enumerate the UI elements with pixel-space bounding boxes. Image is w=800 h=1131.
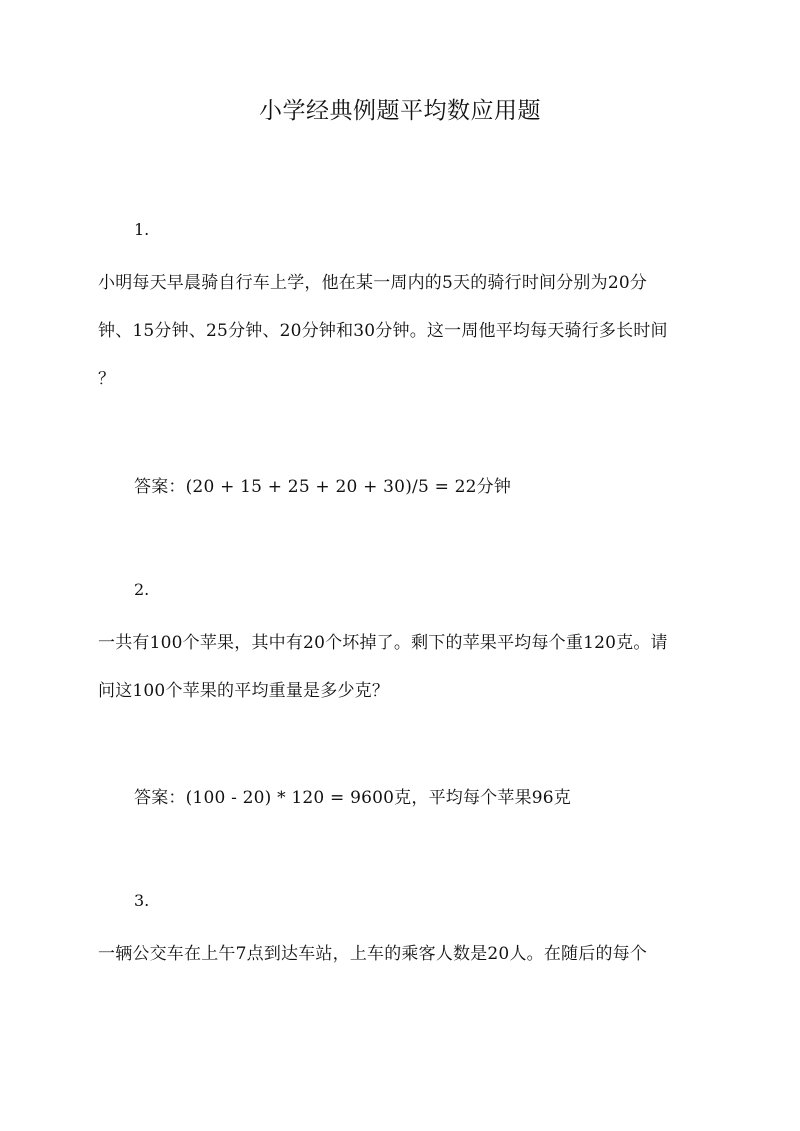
question-1-line-2: 钟、15分钟、25分钟、20分钟和30分钟。这一周他平均每天骑行多长时间 [98,321,668,341]
question-1-line-3: ？ [98,369,116,389]
question-2-answer: 答案：(100 - 20) * 120 = 9600克，平均每个苹果96克 [134,788,571,808]
question-2-line-1: 一共有100个苹果，其中有20个坏掉了。剩下的苹果平均每个重120克。请 [98,633,668,653]
question-2-line-2: 问这100个苹果的平均重量是多少克？ [98,681,390,701]
question-3-line-1: 一辆公交车在上午7点到达车站，上车的乘客人数是20人。在随后的每个 [98,944,648,964]
question-1-line-1: 小明每天早晨骑自行车上学，他在某一周内的5天的骑行时间分别为20分 [98,273,648,293]
document-title: 小学经典例题平均数应用题 [259,98,541,124]
question-2-number: 2. [134,580,150,599]
question-1-answer: 答案：(20 + 15 + 25 + 20 + 30)/5 = 22分钟 [134,477,512,497]
question-3-number: 3. [134,891,150,910]
question-1-number: 1. [134,220,150,239]
